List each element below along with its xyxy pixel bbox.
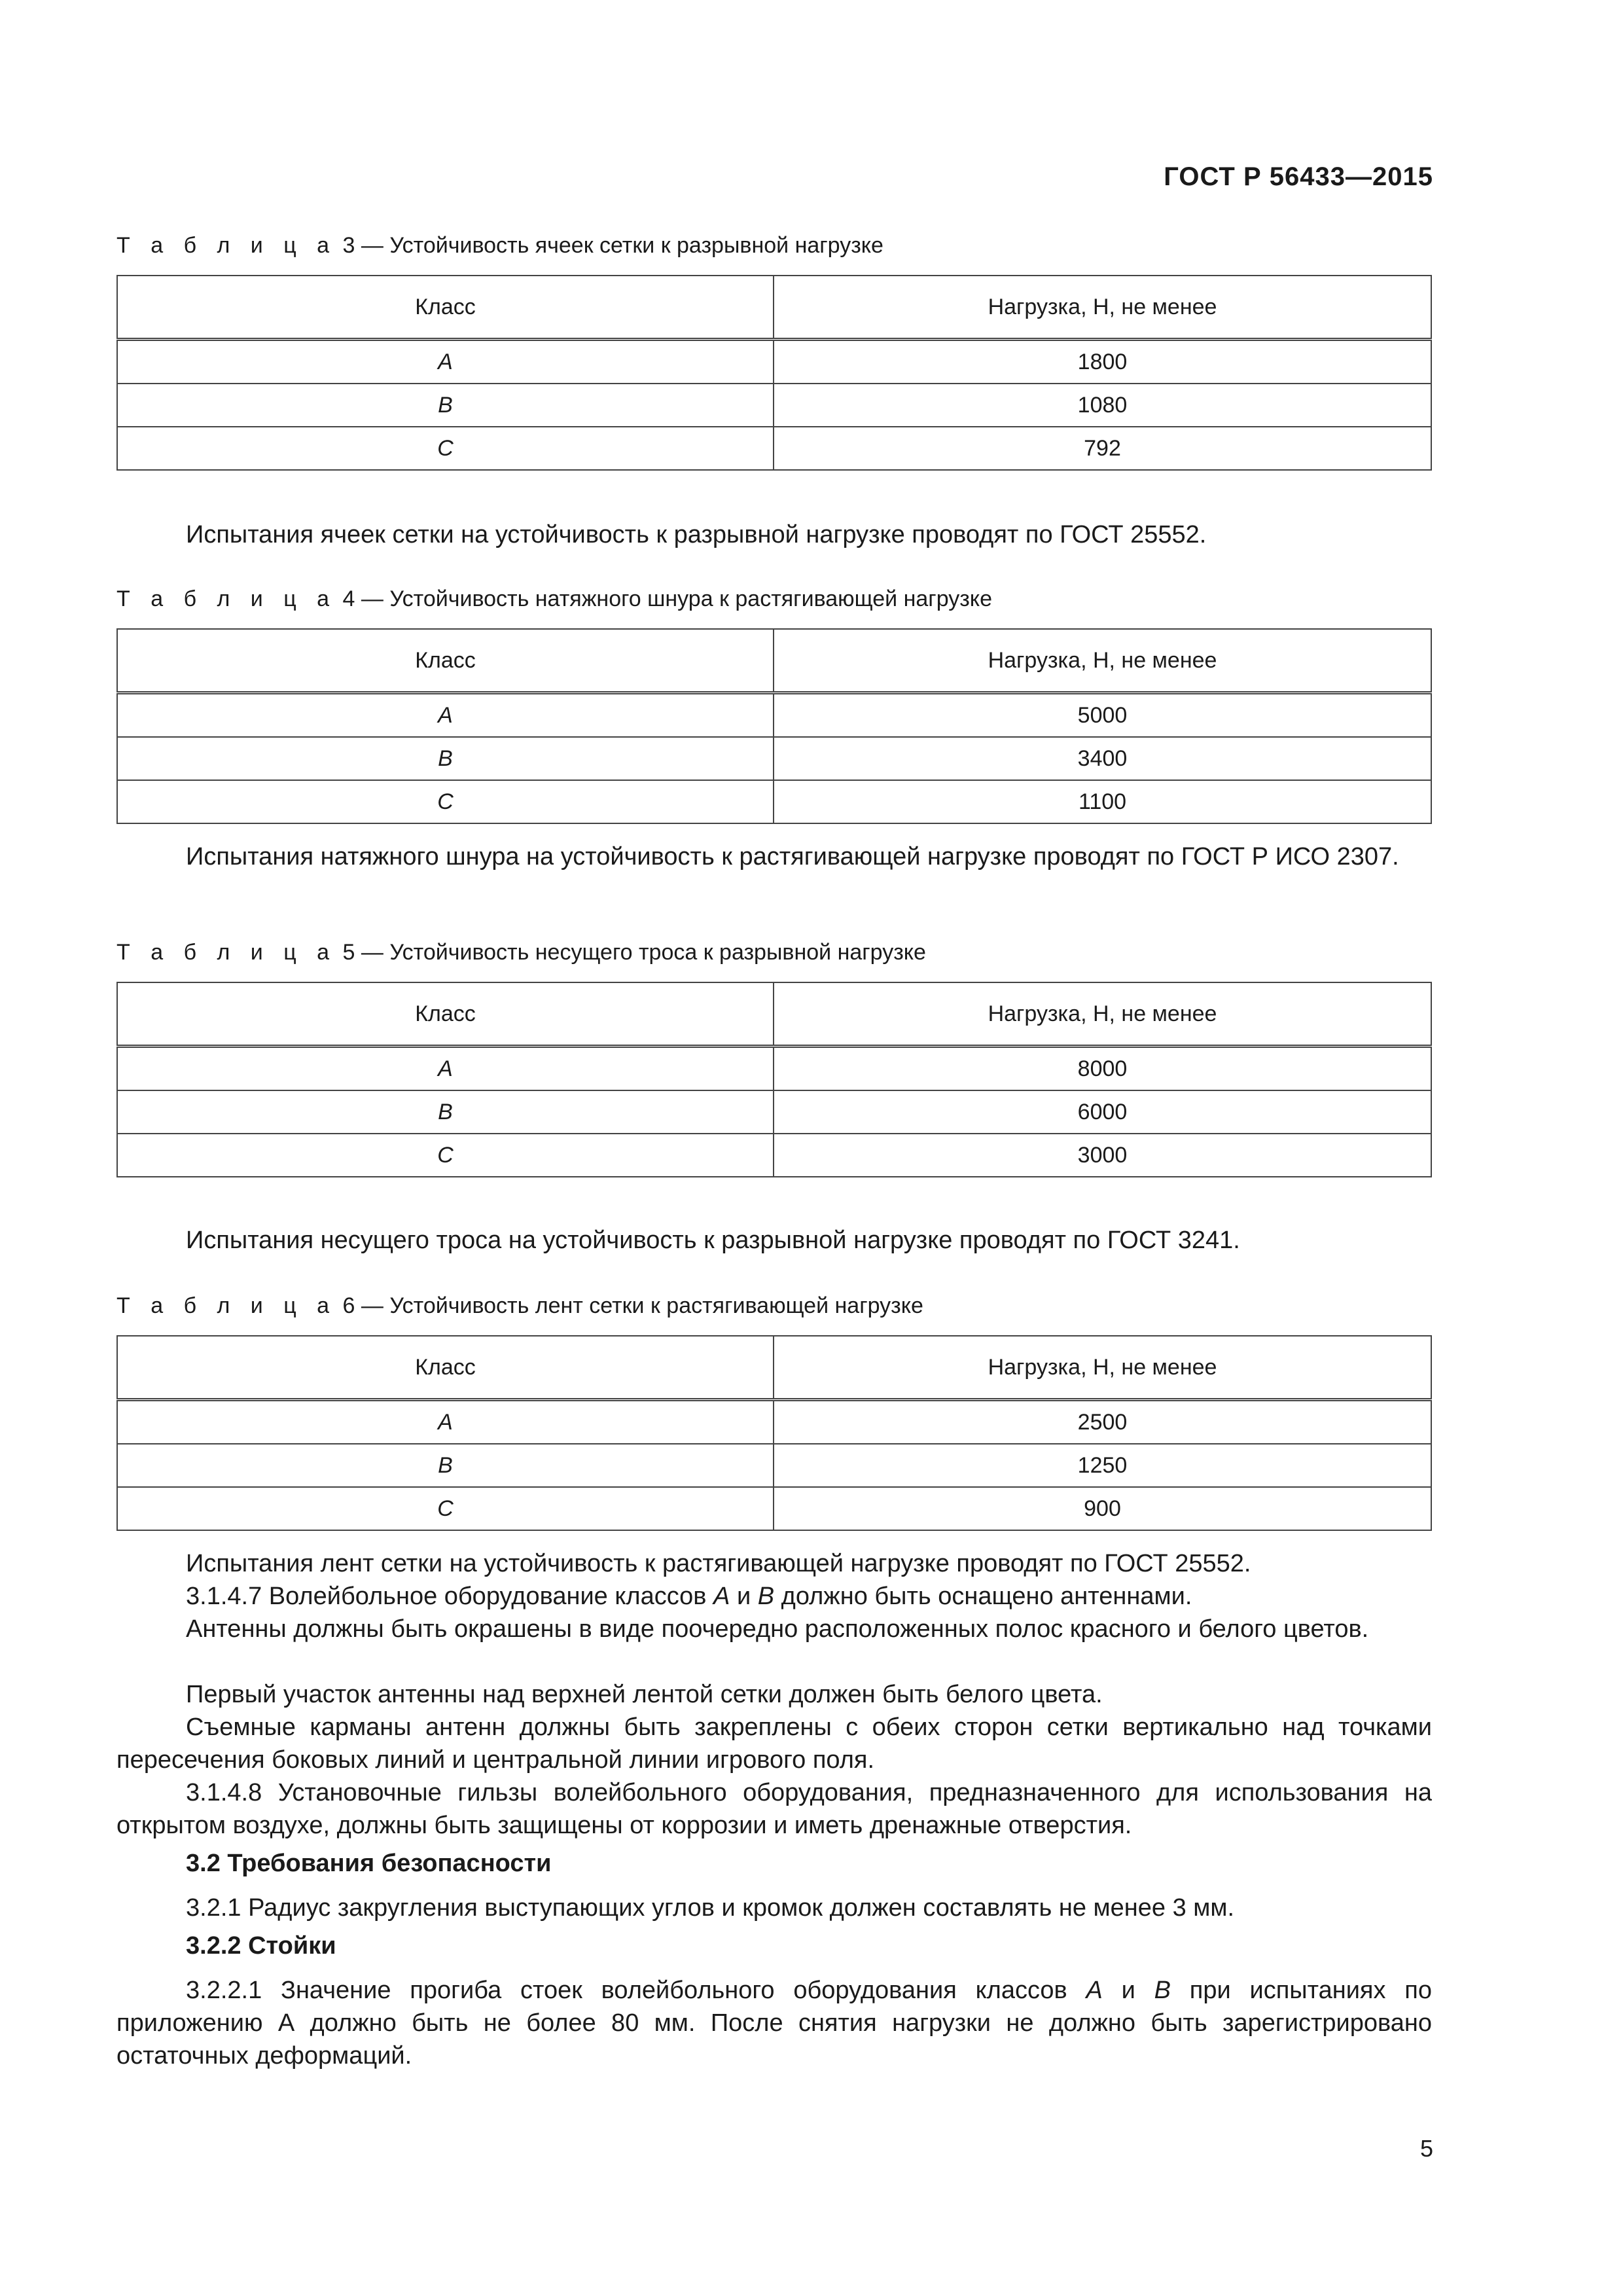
class-cell: C: [117, 1134, 774, 1177]
table-title: — Устойчивость лент сетки к растягивающей нагрузке: [361, 1293, 923, 1318]
table-row: [117, 384, 1431, 427]
table-label: Т а б л и ц а: [116, 940, 337, 965]
table-row: [117, 1090, 1431, 1134]
paragraph-3-2-1: 3.2.1 Радиус закругления выступающих углов и кромок должен составлять не менее 3 мм.: [186, 1894, 1235, 1922]
table-title: — Устойчивость натяжного шнура к растягивающей нагрузке: [361, 586, 992, 611]
text-fragment: и: [730, 1583, 758, 1610]
class-cell: B: [117, 1444, 774, 1487]
table-4: [116, 628, 1432, 824]
table-row: [117, 693, 1431, 738]
document-code: ГОСТ Р 56433—2015: [1164, 162, 1433, 191]
class-cell: C: [117, 780, 774, 823]
paragraph-table-5-test: Испытания несущего троса на устойчивость к разрывной нагрузке проводят по ГОСТ 3241.: [186, 1227, 1240, 1254]
column-header-load: Нагрузка, Н, не менее: [774, 1336, 1431, 1400]
table-number: 6: [342, 1293, 355, 1318]
class-cell: C: [117, 1487, 774, 1530]
load-cell: 5000: [774, 693, 1431, 738]
paragraph-3-2-2-1: [116, 1974, 1432, 2072]
class-a-ref: А: [713, 1583, 730, 1610]
class-cell: C: [117, 427, 774, 470]
load-cell: 792: [774, 427, 1431, 470]
table-label: Т а б л и ц а: [116, 586, 337, 611]
class-cell: A: [117, 1047, 774, 1091]
column-header-class: Класс: [117, 1336, 774, 1400]
load-cell: 1080: [774, 384, 1431, 427]
table-6: [116, 1335, 1432, 1531]
load-cell: 3400: [774, 737, 1431, 780]
paragraph-table-3-test: Испытания ячеек сетки на устойчивость к разрывной нагрузке проводят по ГОСТ 25552.: [186, 521, 1207, 548]
paragraph-pockets: Съемные карманы антенн должны быть закреплены с обеих сторон сетки вертикально над точками пересечения боковых линий и центральной линии игрового поля.: [116, 1713, 1432, 1774]
class-cell: B: [117, 1090, 774, 1134]
paragraph-table-6-test: Испытания лент сетки на устойчивость к растягивающей нагрузке проводят по ГОСТ 25552.: [186, 1550, 1251, 1577]
table-row: [117, 737, 1431, 780]
load-cell: 900: [774, 1487, 1431, 1530]
text-fragment: должно быть оснащено антеннами.: [774, 1583, 1192, 1610]
column-header-load: Нагрузка, Н, не менее: [774, 629, 1431, 693]
table-3: [116, 275, 1432, 471]
page-number: 5: [1419, 2135, 1433, 2162]
column-header-class: Класс: [117, 982, 774, 1047]
load-cell: 1100: [774, 780, 1431, 823]
paragraph-3-1-4-7: [116, 1580, 1432, 1613]
load-cell: 6000: [774, 1090, 1431, 1134]
column-header-class: Класс: [117, 276, 774, 340]
load-cell: 1800: [774, 340, 1431, 384]
class-cell: A: [117, 340, 774, 384]
class-cell: B: [117, 384, 774, 427]
class-a-ref: А: [1086, 1977, 1103, 2004]
table-number: 3: [342, 233, 355, 258]
table-label: Т а б л и ц а: [116, 1293, 337, 1318]
heading-3-2-2: 3.2.2 Стойки: [186, 1932, 336, 1960]
table-number: 5: [342, 940, 355, 965]
class-b-ref: В: [757, 1583, 775, 1610]
table-row: [117, 1444, 1431, 1487]
table-label: Т а б л и ц а: [116, 233, 337, 258]
load-cell: 2500: [774, 1400, 1431, 1444]
paragraph-first-section: Первый участок антенны над верхней лентой сетки должен быть белого цвета.: [186, 1681, 1103, 1708]
table-number: 4: [342, 586, 355, 611]
class-cell: A: [117, 1400, 774, 1444]
load-cell: 1250: [774, 1444, 1431, 1487]
column-header-load: Нагрузка, Н, не менее: [774, 276, 1431, 340]
text-fragment: при испытаниях по приложению А должно быть не более 80 мм. После снятия нагрузки не должно быть зарегистрировано остаточных деформаций.: [116, 1977, 1433, 2070]
text-fragment: 3.2.2.1 Значение прогиба стоек волейбольного оборудования классов: [186, 1977, 1086, 2004]
table-row: [117, 340, 1431, 384]
table-row: [117, 1047, 1431, 1091]
table-row: [117, 1487, 1431, 1530]
table-row: [117, 780, 1431, 823]
table-title: — Устойчивость ячеек сетки к разрывной нагрузке: [361, 233, 883, 258]
class-cell: B: [117, 737, 774, 780]
table-row: [117, 1400, 1431, 1444]
heading-3-2: 3.2 Требования безопасности: [186, 1850, 552, 1877]
class-cell: A: [117, 693, 774, 738]
text-fragment: и: [1102, 1977, 1154, 2004]
load-cell: 3000: [774, 1134, 1431, 1177]
paragraph-table-4-test: Испытания натяжного шнура на устойчивость к растягивающей нагрузке проводят по ГОСТ Р ИСО 2307.: [186, 843, 1399, 870]
paragraph-3-1-4-8: 3.1.4.8 Установочные гильзы волейбольного оборудования, предназначенного для использования на открытом воздухе, должны быть защищены от коррозии и иметь дренажные отверстия.: [116, 1779, 1432, 1839]
class-b-ref: В: [1154, 1977, 1171, 2004]
table-4-caption: [116, 586, 992, 612]
table-6-caption: [116, 1293, 923, 1319]
table-5: [116, 982, 1432, 1177]
table-5-caption: [116, 940, 926, 965]
paragraph-antenna-colors: Антенны должны быть окрашены в виде поочередно расположенных полос красного и белого цветов.: [186, 1615, 1369, 1643]
load-cell: 8000: [774, 1047, 1431, 1091]
text-fragment: 3.1.4.7 Волейбольное оборудование классов: [186, 1583, 714, 1610]
table-row: [117, 427, 1431, 470]
column-header-class: Класс: [117, 629, 774, 693]
table-title: — Устойчивость несущего троса к разрывной нагрузке: [361, 940, 926, 965]
column-header-load: Нагрузка, Н, не менее: [774, 982, 1431, 1047]
table-3-caption: [116, 233, 883, 259]
table-row: [117, 1134, 1431, 1177]
